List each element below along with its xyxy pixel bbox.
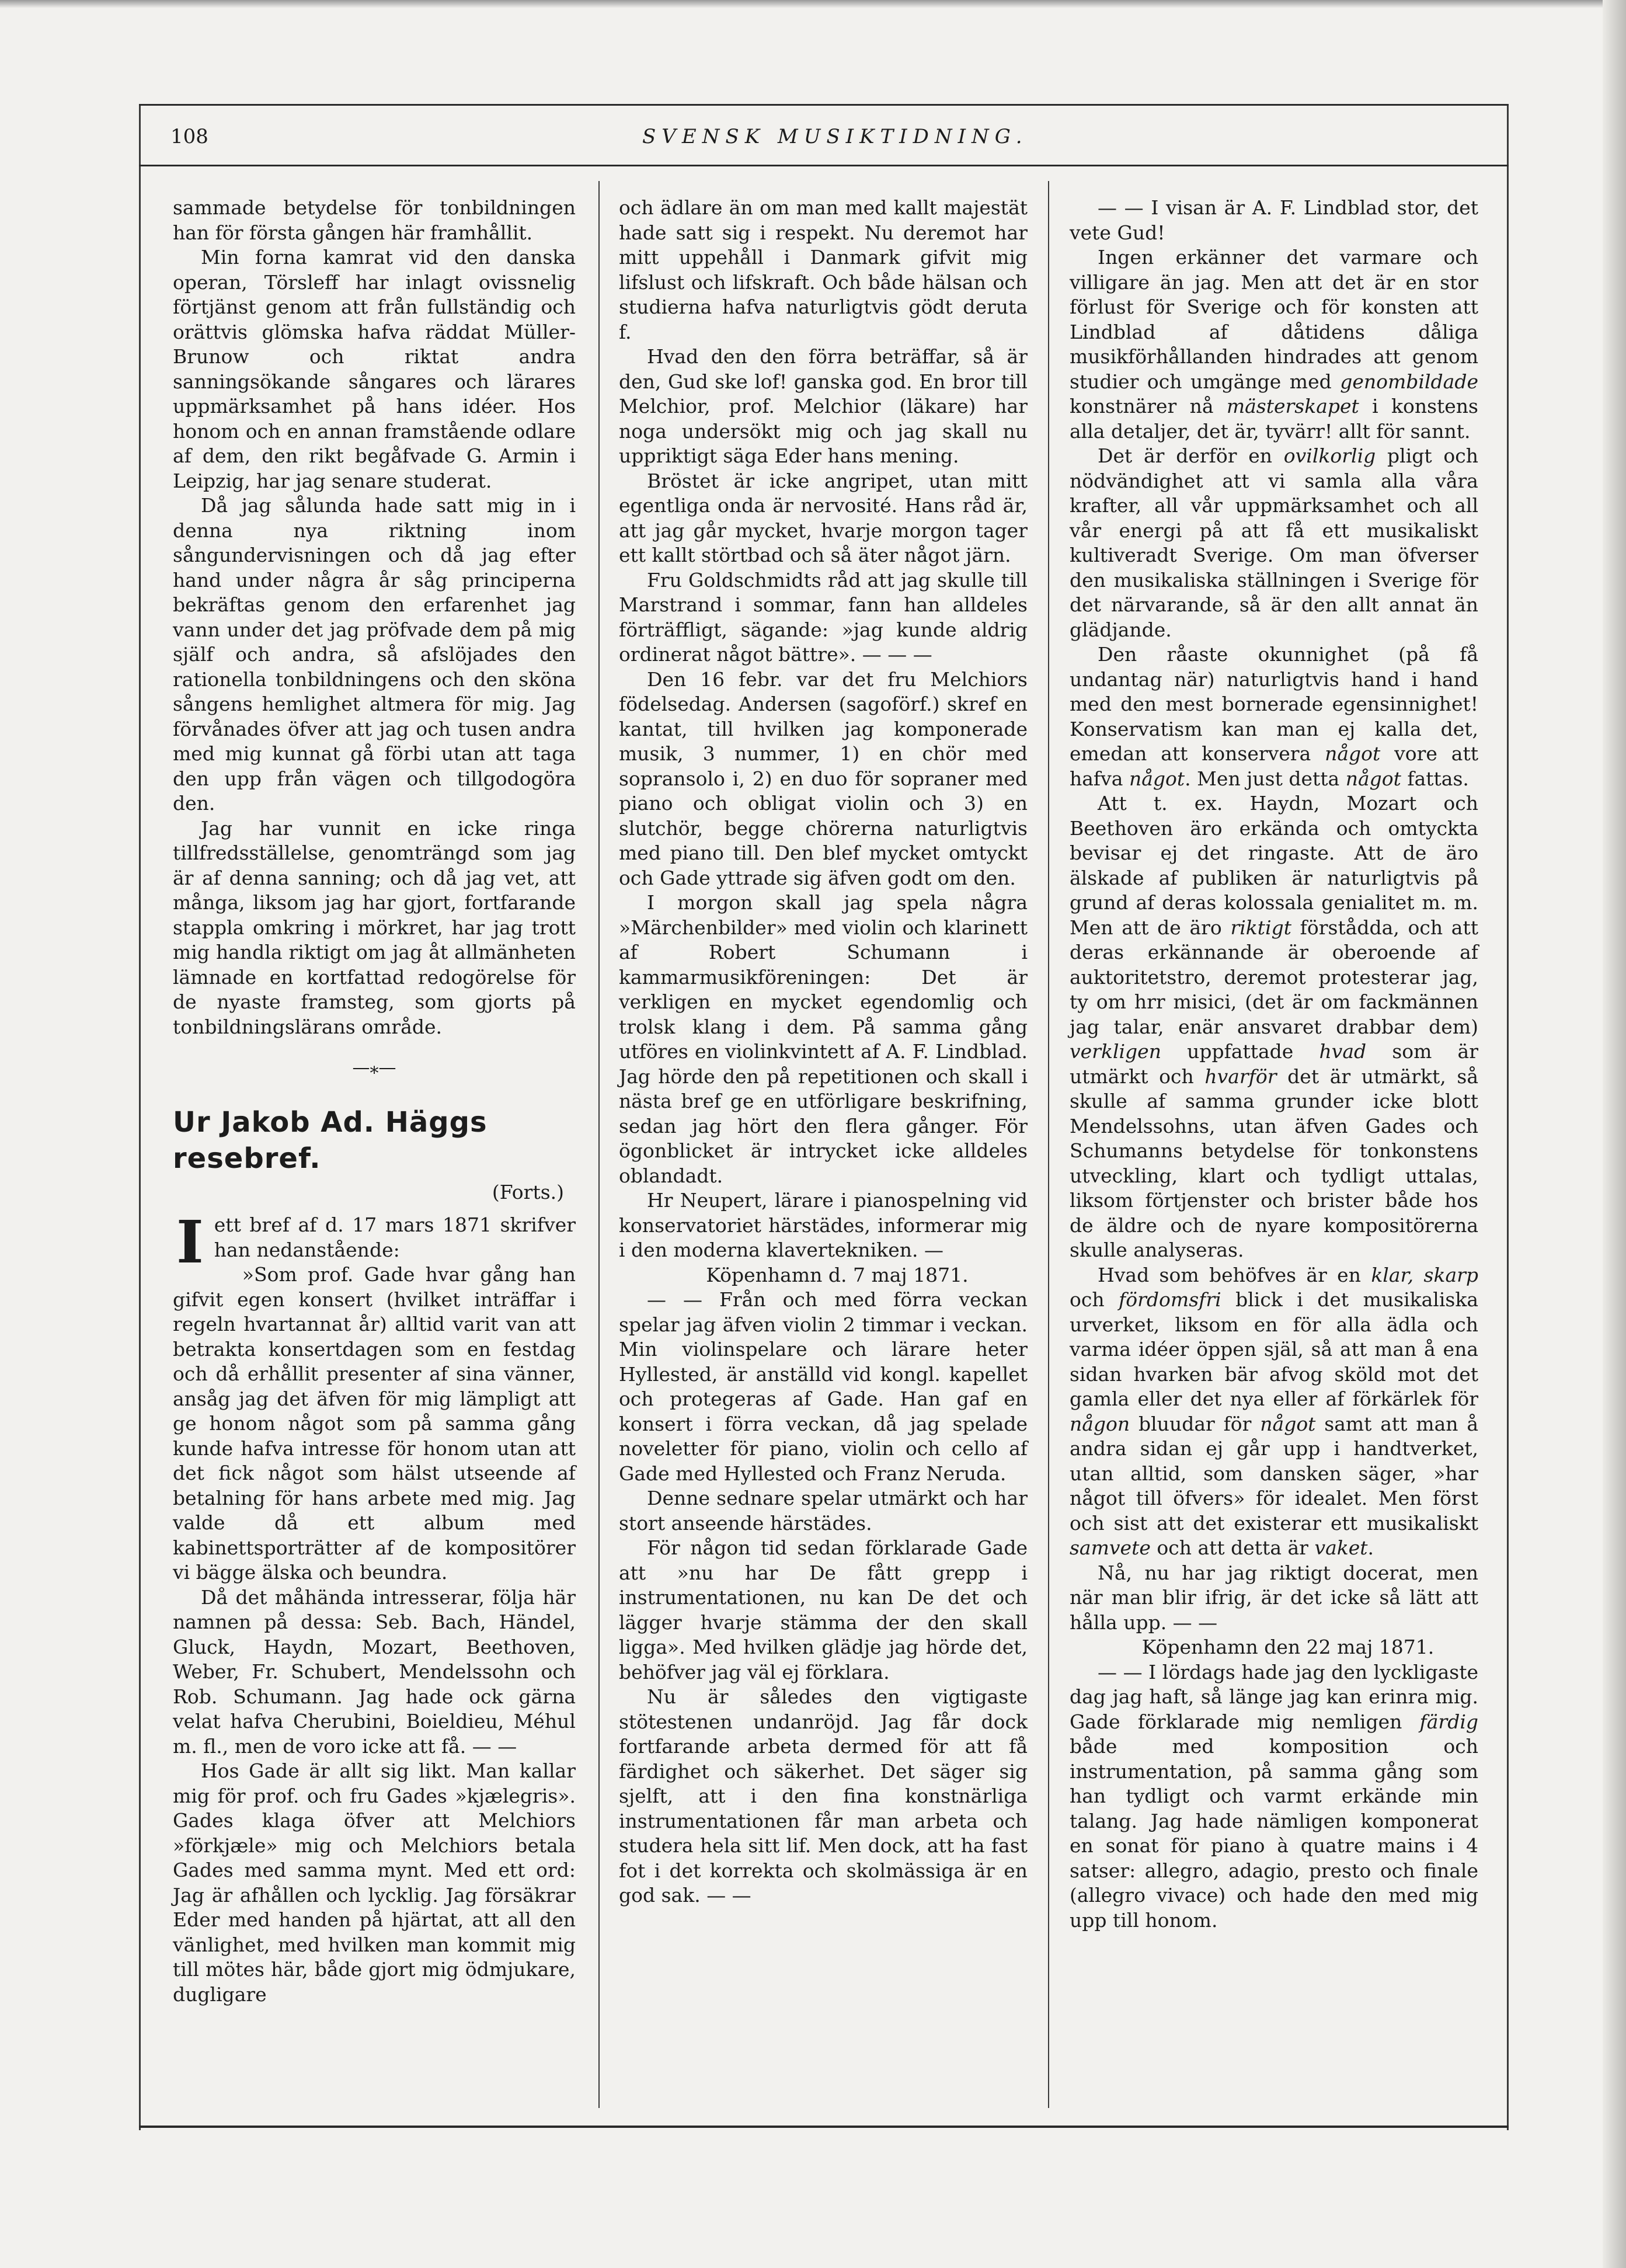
paragraph: och ädlare än om man med kallt majestät hade satt sig i respekt. Nu deremot har mitt uppehåll i Danmark gifvit mig lifslust och lifskraft. Och både hälsan och studierna hafva naturligtvis gödt deruta f. [619,196,1028,343]
text-run: vore att hafva [1070,742,1478,790]
paragraph: Denne sednare spelar utmärkt och har stort anseende härstädes. [619,1487,1028,1535]
italic-run: vaket [1314,1536,1368,1559]
text-run: pligt och nödvändighet att vi samla alla våra krafter, all vår uppmärksamhet och all vår energi på att få ett musikaliskt kultiveradt Sverige. Om man öfverser den musikaliska ställningen i Sverige för det närvarande, så är den allt annat än glädjande. [1070,444,1479,641]
italic-run: något [1325,742,1381,765]
column-1 [173,196,576,2117]
paragraph: Jag har vunnit en icke ringa tillfredsställelse, genomträngd som jag är af denna sanning; och då jag vet, att många, liksom jag har gjort, fortfarande stappla omkring i mörkret, har jag trott mig handla riktigt om jag åt allmänheten lämnade en kortfattad redogörelse för de nyaste framsteg, som gjorts på tonbildningslärans område. [173,816,576,1038]
paragraph: För någon tid sedan förklarade Gade att »nu har De fått grepp i instrumentationen, nu kan De det och lägger hvarje stämma der den skall ligga». Med hvilken glädje jag hörde det, behöfver jag väl ej förklara. [619,1536,1028,1683]
scan-top-shadow [0,0,1626,8]
section-ornament: —⁎— [352,1058,396,1078]
italic-run: något [1129,767,1185,790]
italic-run: mästerskapet [1226,395,1359,418]
italic-run: något [1260,1412,1316,1435]
text-run: uppfattade [1161,1040,1319,1063]
paragraph: sammade betydelse för tonbildningen han för första gången här framhållit. [173,196,576,244]
text-run: bluudar för [1130,1412,1261,1435]
page-number: 108 [170,125,208,148]
header-rule [139,165,1509,166]
paragraph: — — Från och med förra veckan spelar jag äfven violin 2 timmar i veckan. Min violinspelare och lärare heter Hyllested, är anställd vid kongl. kapellet och protegeras af Gade. Han gaf en konsert i förra veckan, då jag spelade noveletter för piano, violin och cello af Gade med Hyllested och Franz Neruda. [619,1288,1028,1485]
scan-edge [1603,0,1626,2268]
paragraph: Bröstet är icke angripet, utan mitt egentliga onda är nervosité. Hans råd är, att jag går mycket, hvarje morgon tager ett kallt störtbad och så äter något järn. [619,469,1028,566]
italic-run: fördomsfri [1119,1288,1221,1311]
italic-run: hvarför [1204,1065,1277,1088]
italic-run: riktigt [1230,916,1291,939]
paragraph-text: ett bref af d. 17 mars 1871 skrifver han nedanstående: [214,1213,576,1261]
italic-run: hvad [1319,1040,1367,1063]
text-run: det är utmärkt, så skulle af samma grunder icke blott Mendelssohns, utan äfven Gades och Schumanns betydelse för tonkonstens utveckling, klart och tydligt uttalas, liksom förtjenster och brister både hos de äldre och de nyare kompositörerna skulle analyseras. [1070,1065,1478,1261]
italic-run: någon [1070,1412,1130,1435]
column-divider-2 [1048,181,1049,2108]
dateline: Köpenhamn d. 7 maj 1871. [706,1263,969,1286]
text-run: . Men just detta [1185,767,1346,790]
text-run: fattas. [1401,767,1469,790]
text-run: både med komposition och instrumentation, på samma gång som han tydligt och varmt erkände min talang. Jag hade nämligen komponerat en sonat för piano à quatre mains i 4 satser: allegro, adagio, presto och finale (allegro vivace) och hade den med mig upp till honom. [1070,1735,1478,1932]
italic-run: ovilkorlig [1283,444,1376,467]
column-divider-1 [598,181,600,2108]
paragraph [1070,1660,1478,1933]
text-run: — — I lördags hade jag den lyckligaste dag jag haft, så länge jag kan erinra mig. Gade förklarade mig nemligen [1070,1660,1478,1733]
running-head: SVENSK MUSIKTIDNING. [642,125,1028,148]
paragraph: Nu är således den vigtigaste stötestenen undanröjd. Jag får dock fortfarande arbeta dermed för att få färdighet och säkerhet. Det säger sig sjelft, att i den fina konstnärliga instrumentationen får man arbeta och studera hela sitt lif. Men dock, att ha fast fot i det korrekta och skolmässiga är en god sak. — — [619,1685,1028,1907]
paragraph [1070,245,1478,444]
text-run: samt att man å andra sidan ej går upp i handtverket, utan alltid, som dansken säger, »har något till öfvers» för idealet. Men först och sist att det existerar ett musikaliskt [1070,1412,1478,1535]
paragraph: Nå, nu har jag riktigt docerat, men när man blir ifrig, är det icke så lätt att hålla upp. — — [1070,1561,1478,1634]
paragraph: Fru Goldschmidts råd att jag skulle till Marstrand i sommar, fann han alldeles förträffligt, sägande: »jag kunde aldrig ordinerat något bättre». — — — [619,568,1028,666]
paragraph: — — I visan är A. F. Lindblad stor, det vete Gud! [1070,196,1478,244]
text-run: Det är derför en [1098,444,1284,467]
paragraph: Den 16 febr. var det fru Melchiors födelsedag. Andersen (sagoförf.) skref en kantat, till hvilken jag komponerade musik, 3 nummer, 1) en chör med sopransolo i, 2) en duo för sopraner med piano och obligat violin och 3) en slutchör, begge chörerna naturligtvis med piano till. Den blef mycket omtyckt och Gade yttrade sig äfven godt om den. [619,667,1028,889]
paragraph-with-dropcap [173,1208,576,1276]
dateline: Köpenhamn den 22 maj 1871. [1141,1636,1434,1658]
text-run: Att t. ex. Haydn, Mozart och Beethoven äro erkända och omtyckta bevisar ej det ringaste. Att de äro älskade af publiken är naturligtvis på grund af deras kolossala genialitet m. m. Men att de äro [1070,792,1478,939]
italic-run: något [1345,767,1401,790]
text-run: i konstens alla detaljer, det är, tyvärr! allt för sannt. [1070,395,1478,443]
paragraph [1070,444,1478,642]
italic-run: verkligen [1070,1040,1161,1063]
paragraph: Hr Neupert, lärare i pianospelning vid konservatoriet härstädes, informerar mig i den moderna klavertekniken. — [619,1189,1028,1261]
section-title: Ur Jakob Ad. Häggs resebref. [173,1105,488,1175]
paragraph [1070,642,1478,791]
text-run: . [1367,1536,1374,1559]
text-run: Hvad som behöfves är en [1098,1263,1371,1286]
paragraph: Då jag sålunda hade satt mig in i denna nya riktning inom sångundervisningen och då jag efter hand under några år såg principerna bekräftas genom den erfarenhet jag vann under det jag pröfvade dem på mig själf och andra, så afslöjades den rationella tonbildningens och den sköna sångens hemlighet altmera för mig. Jag förvånades öfver att jag och tusen andra med mig kunnat gå förbi utan att taga den upp från vägen och tillgodogöra den. [173,494,576,815]
text-run: blick i det musikaliska urverket, liksom en för alla ädla och varma idéer öppen själ, så att man å ena sidan hvarken bär afvog sköld mot det gamla eller det nya eller af förkärlek för [1070,1288,1479,1410]
text-run: Den råaste okunnighet (på få undantag när) naturligtvis hand i hand med den mest bornerade egensinnighet! Konservatism kan man ej kalla det, emedan att konservera [1070,643,1478,765]
paragraph: »Som prof. Gade hvar gång han gifvit egen konsert (hvilket inträffar i regeln hvartannat år) alltid varit van att betrakta konsertdagen som en festdag och då erhållit presenter af sina vänner, ansåg jag det äfven för mig lämpligt att ge honom något som på samma gång kunde hafva intresse för honom utan att det fick något som hälst utseende af betalning för hans arbete med mig. Jag valde då ett album med kabinettsporträtter af de kompositörer vi bägge älska och beundra. [173,1263,576,1584]
top-rule [139,104,1509,106]
italic-run: samvete [1070,1536,1151,1559]
text-run: som är utmärkt och [1070,1040,1478,1088]
text-run: förstådda, och att deras erkännande är oberoende af auktoritetstro, deremot protesterar jag, ty om hrr misici, (det är om fackmännen jag talar, enär ansvaret drabbar dem) [1070,916,1478,1038]
text-run: och att detta är [1150,1536,1315,1559]
italic-run: färdig [1419,1710,1478,1733]
drop-cap: I [176,1208,204,1276]
paragraph: Hos Gade är allt sig likt. Man kallar mig för prof. och fru Gades »kjælegris». Gades klaga öfver att Melchiors »förkjæle» mig och Melchiors betala Gades med samma mynt. Med ett ord: Jag är afhållen och lycklig. Jag försäkrar Eder med handen på hjärtat, att all den vänlighet, med hvilken man kommit mig till mötes här, både gjort mig ödmjukare, dugligare [173,1759,576,2006]
text-run: konstnärer nå [1070,395,1227,418]
paragraph: Hvad den den förra beträffar, så är den, Gud ske lof! ganska god. En bror till Melchior, prof. Melchior (läkare) har noga undersökt mig och jag skall nu uppriktigt säga Eder hans mening. [619,345,1028,467]
paragraph: I morgon skall jag spela några »Märchenbilder» med violin och klarinett af Robert Schumann i kammarmusikföreningen: Det är verkligen en mycket egendomlig och trolsk klang i dem. På samma gång utföres en violinkvintett af A. F. Lindblad. Jag hörde den på repetitionen och skall i nästa bref ge en utförligare beskrifning, sedan jag hört den flera gånger. För ögonblicket är intrycket icke alldeles oblandadt. [619,891,1028,1187]
paragraph: Min forna kamrat vid den danska operan, Törsleff har inlagt ovissnelig förtjänst genom att från fullständig och orättvis glömska hafva räddat Müller-Brunow och riktat andra sanningsökande sångares och lärares uppmärksamhet på hans idéer. Hos honom och en annan framstående odlare af dem, den rikt begåfvade G. Armin i Leipzig, har jag senare studerat. [173,246,576,492]
text-run: Ingen erkänner det varmare och villigare än jag. Men att det är en stor förlust för Sverige och för konsten att Lindblad af dåtidens dåliga musikförhållanden hindrades att genom studier och umgänge med [1070,246,1478,393]
text-run: och [1070,1288,1119,1311]
paragraph [1070,1263,1478,1561]
paragraph: Då det måhända intresserar, följa här namnen på dessa: Seb. Bach, Händel, Gluck, Haydn, Mozart, Beethoven, Weber, Fr. Schubert, Mendelssohn och Rob. Schumann. Jag hade ock gärna velat hafva Cherubini, Boieldieu, Méhul m. fl., men de voro icke att få. — — [173,1585,576,1758]
bottom-rule [139,2126,1509,2128]
italic-run: genombildade [1340,370,1478,393]
italic-run: klar, skarp [1371,1263,1479,1286]
continuation-note: (Forts.) [492,1180,564,1203]
paragraph [1070,791,1478,1263]
column-3 [1070,196,1478,2117]
column-2 [619,196,1028,2117]
